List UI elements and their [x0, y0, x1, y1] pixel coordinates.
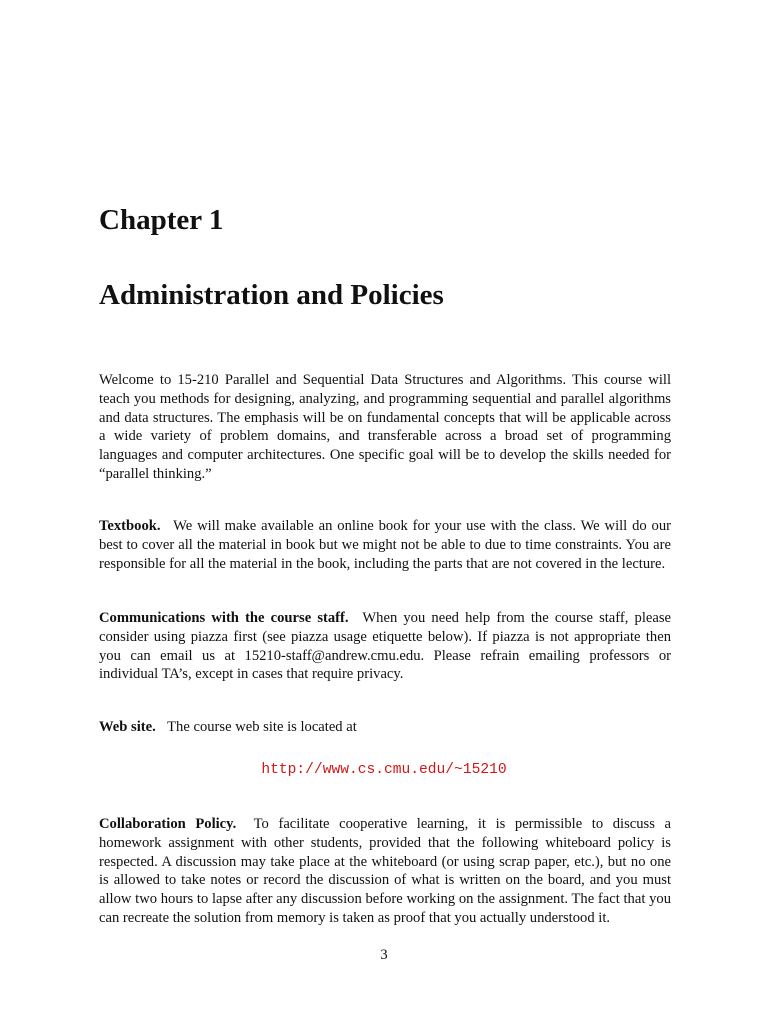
page-number: 3 [380, 947, 388, 963]
chapter-label: Chapter 1 [99, 204, 224, 236]
collaboration-paragraph [99, 815, 671, 928]
textbook-heading: Textbook. [99, 518, 161, 534]
chapter-title: Administration and Policies [99, 279, 444, 311]
communications-heading: Communications with the course staff. [99, 610, 349, 626]
textbook-paragraph [99, 517, 671, 573]
course-website-link[interactable]: http://www.cs.cmu.edu/~15210 [261, 762, 507, 778]
website-heading: Web site. [99, 719, 156, 735]
collaboration-body: To facilitate cooperative learning, it is permissible to discuss a homework assignment with other students, provided that the following whiteboard policy is respected. A discussion may take place at the whiteboard (or using scrap paper, etc.), but no one is allowed to take notes or record the discussion of what is written on the board, and you must allow two hours to lapse after any discussion before working on the assignment. The fact that you can recreate the solution from memory is taken as proof that you actually understood it. [99, 816, 672, 926]
communications-body: When you need help from the course staff, please consider using piazza first (see piazza usage etiquette below). If piazza is not appropriate then you can email us at 15210-staff@andrew.cmu.edu. Please refrain emailing professors or individual TA’s, except in cases that require privacy. [99, 610, 671, 683]
website-body: The course web site is located at [167, 719, 357, 735]
website-paragraph [99, 718, 671, 737]
collaboration-heading: Collaboration Policy. [99, 816, 237, 832]
intro-paragraph: Welcome to 15-210 Parallel and Sequential Data Structures and Algorithms. This course will teach you methods for designing, analyzing, and programming sequential and parallel algorithms and data structures. The emphasis will be on fundamental concepts that will be applicable across a wide variety of problem domains, and transferable across a broad set of programming languages and computer architectures. One specific goal will be to develop the skills needed for “parallel thinking.” [99, 372, 671, 482]
communications-paragraph [99, 609, 671, 684]
textbook-body: We will make available an online book for your use with the class. We will do our best to cover all the material in book but we might not be able to due to time constraints. You are responsible for all the material in the book, including the parts that are not covered in the lecture. [99, 518, 672, 572]
